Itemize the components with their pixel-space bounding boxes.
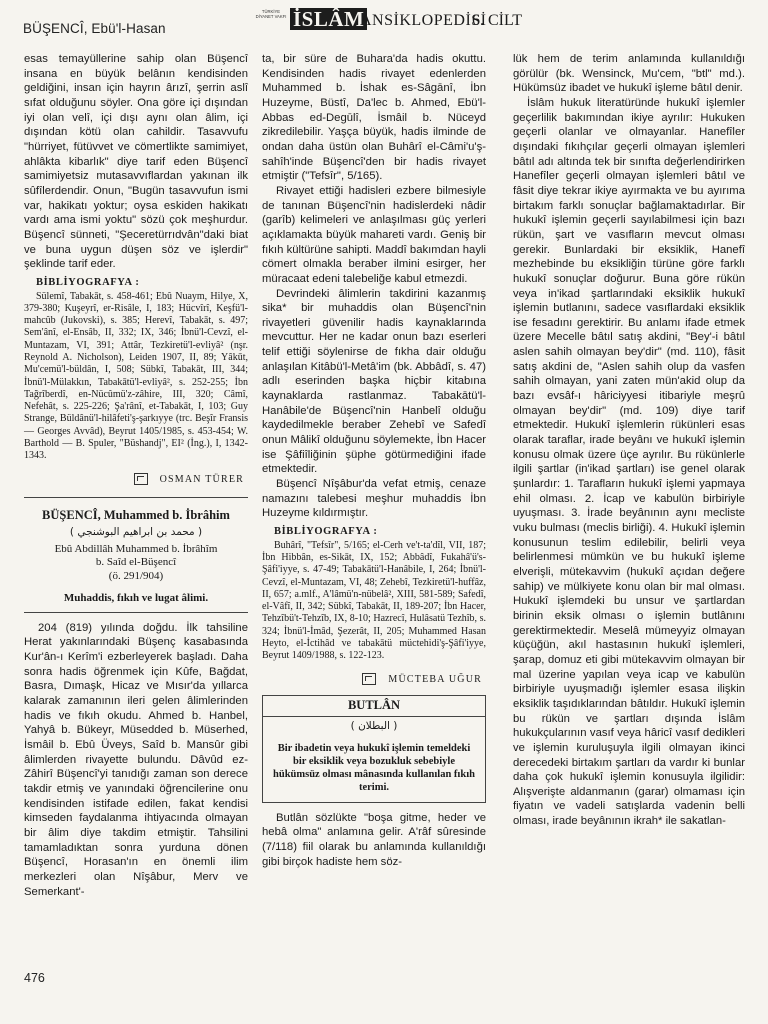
divider <box>24 497 248 498</box>
body-paragraph: 204 (819) yılında doğdu. İlk tahsiline Herat yakınlarındaki Büşenç kasabasında Kur'ân-ı Kerîm'i ezberleyerek başladı. Daha sonra hadis öğrenmek için Kûfe, Bağdat, Basra, Dımaşk, Hicaz ve Mısır'da yıllarca kalarak zamanının ileri gelen âlimlerinden hadis ve fıkıh okudu. Ahmed b. Hanbel, Yahyâ b. Bükeyr, Müsedded b. Müserhed, İsmâil b. Ebû Üveys, Saîd b. Mansûr gibi âlimlerden rivayette bulundu. Dâvûd ez-Zâhirî Büşencî'yi tanıdığı zaman son derece takdir etmiş ve yanındaki öğrencilerine onu kendisinden istifade edilen, fakat kendisi kimseden faydalanma ihtiyacında olmayan bir âlim diye takdim etmiştir. Tahsilini tamamladıktan sonra yurduna dönen Büşencî, Horasan'ın en önemli ilim merkezleri olan Nîşâbur, Merv ve Semerkant'- <box>24 621 248 898</box>
column-1 <box>24 52 248 899</box>
volume-label: 6. CİLT <box>472 12 523 29</box>
page-number: 476 <box>24 971 45 985</box>
entry-header-box <box>262 695 486 802</box>
body-paragraph: Rivayet ettiği hadisleri ezbere bilmesiyle de tanınan Büşencî'nin hadislerdeki nâdir (garîb) kelimeleri ve anlaşılması güç yerleri açıklamakta büyük mahareti vardı. Geniş bir fıkıh kültürüne sahipti. Maddî bakımdan hayli cömert olmakla beraber ilmini esirger, her müracaat edeni talebeliğe kabul etmezdi. <box>262 184 486 285</box>
entry-dates: (ö. 291/904) <box>108 569 164 582</box>
entry-description: Muhaddis, fıkıh ve lugat âlimi. <box>63 592 209 605</box>
entry-fullname-2: b. Saîd el-Büşencî <box>95 556 177 569</box>
body-paragraph: esas temayüllerine sahip olan Büşencî insana en büyük belânın kendisinden geldiğini, insan için hayrın ârızî, şerrin aslî sıfat olduğunu söyler. Ona göre içi dışından iyi olan velî, içi dışı aynı olan âlim, içi dışından kötü olan cahildir. Tasavvufu "hürriyet, fütüvvet ve cömertlikte samimiyet, ahlâkta kibarlık" diye tarif eden Büşencî samimiyetsiz mutasavvıflardan yakınan ilk sûfîlerdendir. Onun, "Bugün tasavvufun ismi var, hakikatı yoktur; oysa eskiden hakikatı vardı ama ismi yoktu" sözü çok meşhurdur. Büşencî sünneti, "Şeceretürrıdvân"daki biat ve buna uygun düşen söz ve işlerdir" şeklinde tarif eder. <box>24 53 248 271</box>
foundation-name: TÜRKİYE DİYANET VAKFI <box>255 9 287 19</box>
body-paragraph: ta, bir süre de Buhara'da hadis okuttu. Kendisinden hadis rivayet edenlerden Muhammed b. İshak es-Sâgānî, İbn Huzeyme, Büstî, Da'lec b. Ahmed, Ebü'l-Abbas ed-Degūlî, İsmâil b. Nüceyd zikredilebilir. Yaşça büyük, hadis ilminde de ondan daha üstün olan Buhârî el-Câmi'u'ş-sahîh'inde Büşencî'den bir hadis rivayet etmiştir ("Tefsîr", 5/165). <box>262 53 486 183</box>
bibliography-text: Sülemî, Tabakāt, s. 458-461; Ebû Nuaym, Hilye, X, 379-380; Kuşeyrî, er-Risâle, I, 183; Hücvîrî, Keşfü'l-mahcûb (Jukovski), s. 385; Herevî, Tabakāt, s. 497; Sem'ânî, el-Ensâb, II, 332; IX, 346; İbnü'l-Cevzî, el-Muntazam, VI, 391; Attâr, Tezkiretü'l-evliyâ² (nşr. Reynold A. Nicholson), Leiden 1907, II, 89; Yâkūt, Mu'cemü'l-büldân, I, 508; Sübkî, Tabakāt, III, 344; İbnü'l-Mülakkın, Tabakātü'l-evliyâ², s. 252-255; İbn Tağrîberdî, en-Nücûmü'z-zâhire, III, 320; Câmî, Nefehât, s. 225-226; Şa'rânî, et-Tabakāt, I, 103; Guy Strange, Büldânü'l-hilâfeti'ş-şarkıyye (trc. Beşîr Fransis — Georges Avvâd), Beyrut 1405/1985, s. 453-454; W. Barthold — B. Spuler, "Büshandj", EI² (İng.), I, 1342-1343. <box>24 290 248 462</box>
body-paragraph: Devrindeki âlimlerin takdirini kazanmış sika* bir muhaddis olan Büşencî'nin rivayetleri güvenilir hadis kaynaklarında mevcuttur. Her ne kadar onun bazı eserleri telif ettiği söylenirse de fıkha dair olduğu anlaşılan Kitâbü'l-Metâ'im (bk. Abbâdî, s. 47) adlı eserinden başka hiçbir kitabına kaynaklarda rastlanmaz. Tabakātü'l-Hanâbile'de Büşencî'nin Hanbelî olduğu kaydedilmekle beraber Zehebî ve Safedî onun Mâlikî olduğunu söylemekte, İbn Hacer ise Şâfiîliğinin şüphe götürmediğini ifade etmektedir. <box>262 287 486 476</box>
body-paragraph: Büşencî Nîşâbur'da vefat etmiş, cenaze namazını talebesi meşhur muhaddis İbn Huzeyme kıldırmıştır. <box>262 478 486 520</box>
column-2 <box>262 52 486 869</box>
author-name: MÜCTEBA UĞUR <box>388 673 482 685</box>
entry-fullname-1: Ebû Abdillâh Muhammed b. İbrâhîm <box>54 542 218 555</box>
entry-title-arabic: ( محمد بن ابراهيم البوشنجي ) <box>69 525 203 538</box>
author-signature <box>24 473 248 488</box>
author-mark-icon <box>134 473 148 485</box>
body-paragraph: İslâm hukuk literatüründe hukukî işlemler geçerlilik bakımından ikiye ayrılır: Hukuken geçerli olanlar ve olmayanlar. Hanefîler dışındaki fıkıhçılar geçerli olmayan işlemleri bâtıl adı altında tek bir sınıfta değerlendirirken Hanefîler geçerli olmayan işlemleri bâtıl ve fâsit diye tekrar ikiye ayırmakta ve bu ayırıma birtakım farklı sonuçlar bağlamaktadırlar. Bir hukukî işlemin geçerli sayılabilmesi için bazı rükün, şart ve vasıfların mevcut olması gerekir. Bunlardaki bir eksiklik, Hanefî mezhebinde bu eksikliğin türüne göre farklı hukukî sonuçlar doğurur. Buna göre rükün veya in'ikad şartlarındaki eksiklik hukukî işlemin butlanını, sadece vasıflardaki eksiklik ise fesadını gerektirir. Bu anlamı ifade etmek üzere Mecelle bâtıl satış akdini, "Bey'-i bâtıl aslen sahih olmayan bey'dir" (md. 110), fâsit satış akdini de, "Aslen sahih olup da vasfen sahih olmayan, yani zaten mün'akid olup da bazı evsâf-ı hâriciyyesi itibariyle meşrû olmayan bey'dir" (md. 109) diye tarif etmektedir. Hukukî işlemlerin rükünleri esas olarak taraflar, irade beyânı ve hukukî işlemin konusu olmak üzere üçe ayrılır. Bu rükünlerle ilgili şartlar (in'ikad şartları) ise genel olarak şunlardır: 1. Tarafların hukukî işlemi yapmaya ehil olması. 2. İcap ve kabulün birbiriyle uyuşması. 3. İrade beyânının aynı mecliste vuku bulması (meclis birliği). 4. Hukukî işlemin konusunun teslim edilebilir, belirli veya belirlenmesi mümkün ve bu hukukî işleme elverişli, mütekavvim (hukukî açıdan değere sahip) ve mülkiyete konu olan bir mal olması. Hukukî işlemdeki bu unsur ve şartlardan birinin eksik olması o işlemin butlânını gerektirmektedir. Meselâ mümeyyiz olmayan küçüğün, akıl hastasının hukukî işlemleri, şarap, domuz eti gibi mütekavvim olmayan bir mal üzerine yapılan veya icap ve kabulün birbiriyle uyuşmadığı işlemler esasa ilişkin eksiklik taşıdıklarından bâtıldır. Hukukî işlemin bu rükün ve şartları dışında İslâm hukukçularının vasıf veya hâricî vasıf dedikleri ve işlemin kuruluşuyla ilgili olmayan ikinci derecedeki birtakım şartları da vardır ki bunlar daha çok hukukî işlemin konusuyla ilgilidir: Alışverişte aldanmanın (garar) olmaması için fiyatın ve vadeli satışlarda vadenin belli olması, irade beyânının ikrah* ile sakatlan- <box>513 96 745 828</box>
bibliography-text: Buhârî, "Tefsîr", 5/165; el-Cerh ve't-ta'dîl, VII, 187; İbn Hibbân, es-Sikāt, IX, 152; Abbâdî, Fukahâ'ü's-Şâfi'iyye, s. 47-49; Tabakātü'l-Hanâbile, I, 264; İbnü'l-Cevzî, el-Muntazam, VI, 48; Zehebî, Tezkiretü'l-huffâz, II, 657; a.mlf., A'lâmü'n-nübelâ², XIII, 581-589; Safedî, el-Vâfî, II, 342; Sübkî, Tabakāt, II, 189-207; İbn Hacer, Tehzîbü't-Tehzîb, IX, 8-10; Hazrecî, Hulâsatü Tezhîb, s. 324; İbnü'l-İmâd, Şezerât, II, 205; Muhammed Hasan Heyto, el-İctihâd ve tabakātü müctehidi'ş-Şâfi'iyye, Beyrut 1409/1988, s. 122-123. <box>262 539 486 662</box>
entry-title-arabic: ( البطلان ) <box>350 719 398 732</box>
islam-logo: İSLÂM <box>290 8 367 30</box>
body-paragraph: Butlân sözlükte "boşa gitme, heder ve hebâ olma" anlamına gelir. A'râf sûresinde (7/118) fiil olarak bu anlamında kullanıldığı gibi birçok hadiste hem söz- <box>262 811 486 868</box>
running-head: BÜŞENCÎ, Ebü'l-Hasan <box>23 21 166 36</box>
divider <box>24 612 248 613</box>
entry-summary: Bir ibadetin veya hukukî işlemin temeldeki bir eksiklik veya bozukluk sebebiyle hükümsüz olması mânasında kullanılan fıkıh terimi. <box>273 742 475 793</box>
body-paragraph: lük hem de terim anlamında kullanıldığı görülür (bk. Wensinck, Mu'cem, "btl" md.). Hükümsüz ibadet ve hukukî işleme bâtıl denir. <box>513 53 745 95</box>
column-3 <box>513 52 745 829</box>
bibliography-heading: BİBLİYOGRAFYA : <box>36 276 140 288</box>
entry-title: BUTLÂN <box>263 695 485 717</box>
publication-title: ANSİKLOPEDİSİ <box>360 12 487 29</box>
entry-title: BÜŞENCÎ, Muhammed b. İbrâhim <box>42 508 230 523</box>
bibliography-heading: BİBLİYOGRAFYA : <box>274 526 378 537</box>
author-name: OSMAN TÜRER <box>159 473 244 485</box>
author-signature <box>262 673 486 688</box>
author-mark-icon <box>362 673 376 685</box>
